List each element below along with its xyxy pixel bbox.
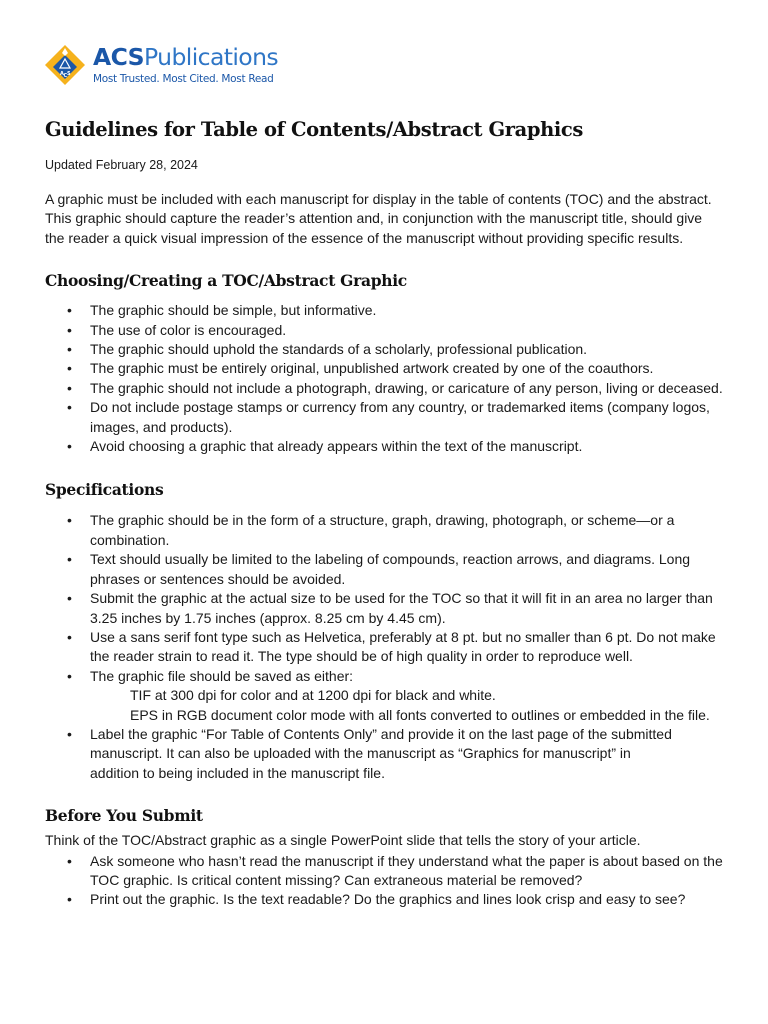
section-heading-before-submit: Before You Submit [45, 806, 203, 826]
list-item: • Use a sans serif font type such as Helvetica, preferably at 8 pt. but no smaller than 6 pt. Do not make the reader strain to read it. The type should be of high quality in order to reproduce well. [45, 628, 725, 667]
list-item: • The graphic should not include a photograph, drawing, or caricature of any person, living or deceased. [45, 379, 725, 398]
list-item: • Print out the graphic. Is the text readable? Do the graphics and lines look crisp and easy to see? [45, 890, 725, 909]
list-item: • Text should usually be limited to the labeling of compounds, reaction arrows, and diagrams. Long phrases or sentences should be avoided. [45, 550, 725, 589]
logo-acs-text: ACS [93, 43, 144, 71]
logo-publications-text: Publications [144, 43, 279, 71]
logo-tagline: Most Trusted. Most Cited. Most Read [93, 73, 274, 85]
intro-paragraph: A graphic must be included with each manuscript for display in the table of contents (TOC) and the abstract. This graphic should capture the reader’s attention and, in conjunction with the manuscript title, should give the reader a quick visual impression of the essence of the manuscript without providing specific results. [45, 191, 712, 246]
choosing-list [45, 301, 725, 456]
list-item: • The graphic should uphold the standards of a scholarly, professional publication. [45, 340, 725, 359]
logo-wordmark [93, 43, 278, 71]
before-submit-list [45, 852, 725, 910]
list-item: • The use of color is encouraged. [45, 321, 725, 340]
label-graphic-text: Label the graphic “For Table of Contents Only” and provide it on the last page of the submitted manuscript. It can also be uploaded with the manuscript as “Graphics for manuscript” in [90, 725, 672, 762]
before-submit-lead: Think of the TOC/Abstract graphic as a single PowerPoint slide that tells the story of your article. [45, 832, 641, 849]
file-option-tif: TIF at 300 dpi for color and at 1200 dpi for black and white. [130, 687, 496, 704]
acs-seal-icon [44, 44, 86, 86]
seal-letter-a: A [60, 71, 64, 77]
list-item: • The graphic must be entirely original, unpublished artwork created by one of the coauthors. [45, 359, 725, 378]
list-item-label-graphic [45, 725, 725, 783]
updated-date: Updated February 28, 2024 [45, 158, 198, 172]
file-formats-lead: The graphic file should be saved as either: [90, 667, 354, 684]
label-graphic-continuation: addition to being included in the manuscript file. [90, 764, 385, 781]
list-item: • Submit the graphic at the actual size to be used for the TOC so that it will fit in an area no larger than 3.25 inches by 1.75 inches (approx. 8.25 cm by 4.45 cm). [45, 589, 725, 628]
file-option-eps: EPS in RGB document color mode with all fonts converted to outlines or embedded in the file. [130, 706, 710, 723]
list-item-file-formats [45, 667, 725, 725]
acs-publications-logo [44, 42, 284, 88]
document-body [45, 114, 725, 910]
seal-letter-c: C [63, 73, 68, 79]
section-heading-choosing: Choosing/Creating a TOC/Abstract Graphic [45, 271, 407, 291]
seal-letter-s: S [67, 71, 71, 77]
list-item: • Avoid choosing a graphic that already appears within the text of the manuscript. [45, 437, 725, 456]
list-item: • Ask someone who hasn’t read the manuscript if they understand what the paper is about based on the TOC graphic. Is critical content missing? Can extraneous material be removed? [45, 852, 725, 891]
specifications-list [45, 511, 725, 783]
document-title: Guidelines for Table of Contents/Abstract Graphics [45, 118, 583, 141]
list-item: • The graphic should be in the form of a structure, graph, drawing, photograph, or scheme—or a combination. [45, 511, 725, 550]
section-heading-specifications: Specifications [45, 480, 164, 500]
list-item: • The graphic should be simple, but informative. [45, 301, 725, 320]
list-item: • Do not include postage stamps or currency from any country, or trademarked items (company logos, images, and products). [45, 398, 725, 437]
